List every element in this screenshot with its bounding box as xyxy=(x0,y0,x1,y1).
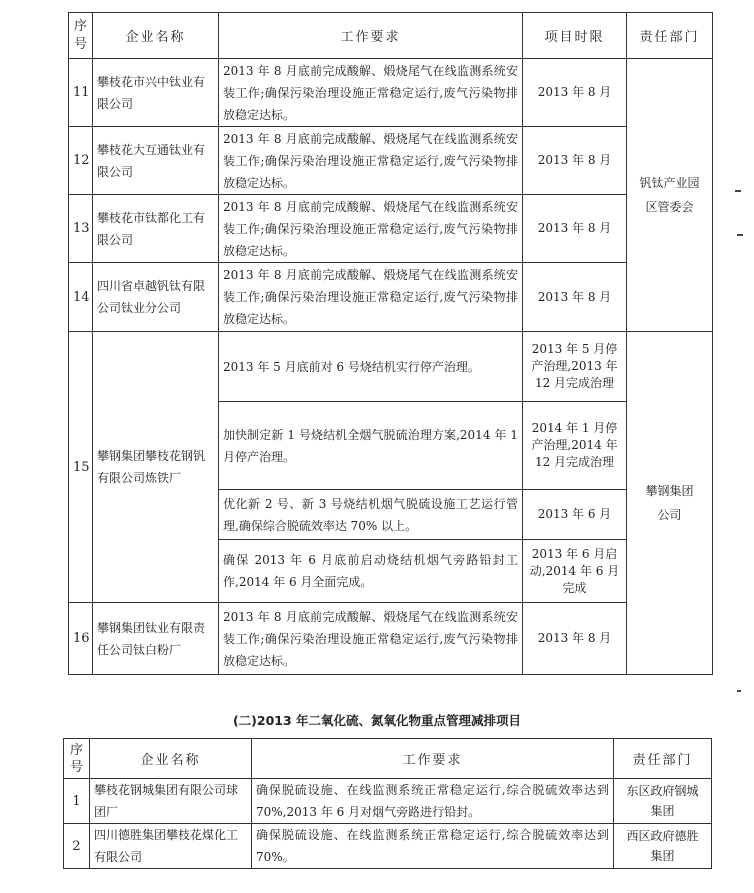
company-name: 攀枝花大互通钛业有限公司 xyxy=(93,127,219,195)
responsible-dept: 东区政府钢城集团 xyxy=(614,779,712,824)
table-row xyxy=(69,603,713,675)
row-number: 2 xyxy=(64,824,90,869)
work-requirement: 加快制定新 1 号烧结机全烟气脱硫治理方案,2014 年 1 月停产治理。 xyxy=(219,402,523,490)
scan-mark xyxy=(737,690,741,692)
company-name: 攀枝花市钛都化工有限公司 xyxy=(93,195,219,263)
project-period: 2013 年 8 月 xyxy=(523,263,627,332)
work-requirement: 2013 年 8 月底前完成酸解、煅烧尾气在线监测系统安装工作;确保污染治理设施正常稳定运行,废气污染物排放稳定达标。 xyxy=(219,603,523,675)
row-number: 15 xyxy=(69,332,93,603)
header-no: 序号 xyxy=(64,739,90,779)
project-period: 2013 年 8 月 xyxy=(523,603,627,675)
project-period: 2013 年 6 月启动,2014 年 6 月完成 xyxy=(523,540,627,603)
work-requirement: 2013 年 5 月底前对 6 号烧结机实行停产治理。 xyxy=(219,332,523,402)
row-number: 14 xyxy=(69,263,93,332)
project-period: 2013 年 8 月 xyxy=(523,59,627,127)
work-requirement: 确保脱硫设施、在线监测系统正常稳定运行,综合脱硫效率达到70%。 xyxy=(252,824,614,869)
table-row xyxy=(69,332,713,402)
project-period: 2014 年 1 月停产治理,2014 年 12 月完成治理 xyxy=(523,402,627,490)
section-title: (二)2013 年二氧化硫、氮氧化物重点管理减排项目 xyxy=(232,713,522,728)
row-number: 13 xyxy=(69,195,93,263)
header-requirement: 工作要求 xyxy=(252,739,614,779)
project-period: 2013 年 8 月 xyxy=(523,195,627,263)
responsible-dept: 西区政府德胜集团 xyxy=(614,824,712,869)
work-requirement: 确保 2013 年 6 月底前启动烧结机烟气旁路铅封工作,2014 年 6 月全面完成。 xyxy=(219,540,523,603)
row-number: 16 xyxy=(69,603,93,675)
key-management-table xyxy=(63,738,712,869)
row-number: 12 xyxy=(69,127,93,195)
scan-mark xyxy=(737,234,743,236)
company-name: 四川省卓越钒钛有限公司钛业分公司 xyxy=(93,263,219,332)
emission-project-table xyxy=(68,12,713,675)
table-row xyxy=(69,195,713,263)
responsible-dept: 钒钛产业园区管委会 xyxy=(627,59,713,332)
work-requirement: 2013 年 8 月底前完成酸解、煅烧尾气在线监测系统安装工作;确保污染治理设施正常稳定运行,废气污染物排放稳定达标。 xyxy=(219,195,523,263)
work-requirement: 确保脱硫设施、在线监测系统正常稳定运行,综合脱硫效率达到70%,2013 年 6 月对烟气旁路进行铅封。 xyxy=(252,779,614,824)
table-header-row xyxy=(69,13,713,59)
company-name: 攀钢集团钛业有限责任公司钛白粉厂 xyxy=(93,603,219,675)
header-requirement: 工作要求 xyxy=(219,13,523,59)
header-dept: 责任部门 xyxy=(614,739,712,779)
work-requirement: 2013 年 8 月底前完成酸解、煅烧尾气在线监测系统安装工作;确保污染治理设施正常稳定运行,废气污染物排放稳定达标。 xyxy=(219,127,523,195)
work-requirement: 2013 年 8 月底前完成酸解、煅烧尾气在线监测系统安装工作;确保污染治理设施正常稳定运行,废气污染物排放稳定达标。 xyxy=(219,59,523,127)
work-requirement: 优化新 2 号、新 3 号烧结机烟气脱硫设施工艺运行管理,确保综合脱硫效率达 70% 以上。 xyxy=(219,490,523,540)
header-company: 企业名称 xyxy=(93,13,219,59)
company-name: 攀枝花钢城集团有限公司球团厂 xyxy=(90,779,252,824)
work-requirement: 2013 年 8 月底前完成酸解、煅烧尾气在线监测系统安装工作;确保污染治理设施正常稳定运行,废气污染物排放稳定达标。 xyxy=(219,263,523,332)
table-header-row xyxy=(64,739,712,779)
project-period: 2013 年 6 月 xyxy=(523,490,627,540)
header-no: 序号 xyxy=(69,13,93,59)
company-name: 攀枝花市兴中钛业有限公司 xyxy=(93,59,219,127)
project-period: 2013 年 8 月 xyxy=(523,127,627,195)
company-name: 攀钢集团攀枝花钢钒有限公司炼铁厂 xyxy=(93,332,219,603)
project-period: 2013 年 5 月停产治理,2013 年 12 月完成治理 xyxy=(523,332,627,402)
scan-mark xyxy=(735,190,741,192)
table-row xyxy=(69,59,713,127)
table-row xyxy=(64,779,712,824)
header-dept: 责任部门 xyxy=(627,13,713,59)
table-row xyxy=(69,263,713,332)
responsible-dept: 攀钢集团公司 xyxy=(627,332,713,675)
header-period: 项目时限 xyxy=(523,13,627,59)
row-number: 11 xyxy=(69,59,93,127)
table-row xyxy=(64,824,712,869)
header-company: 企业名称 xyxy=(90,739,252,779)
company-name: 四川德胜集团攀枝花煤化工有限公司 xyxy=(90,824,252,869)
row-number: 1 xyxy=(64,779,90,824)
table-row xyxy=(69,127,713,195)
